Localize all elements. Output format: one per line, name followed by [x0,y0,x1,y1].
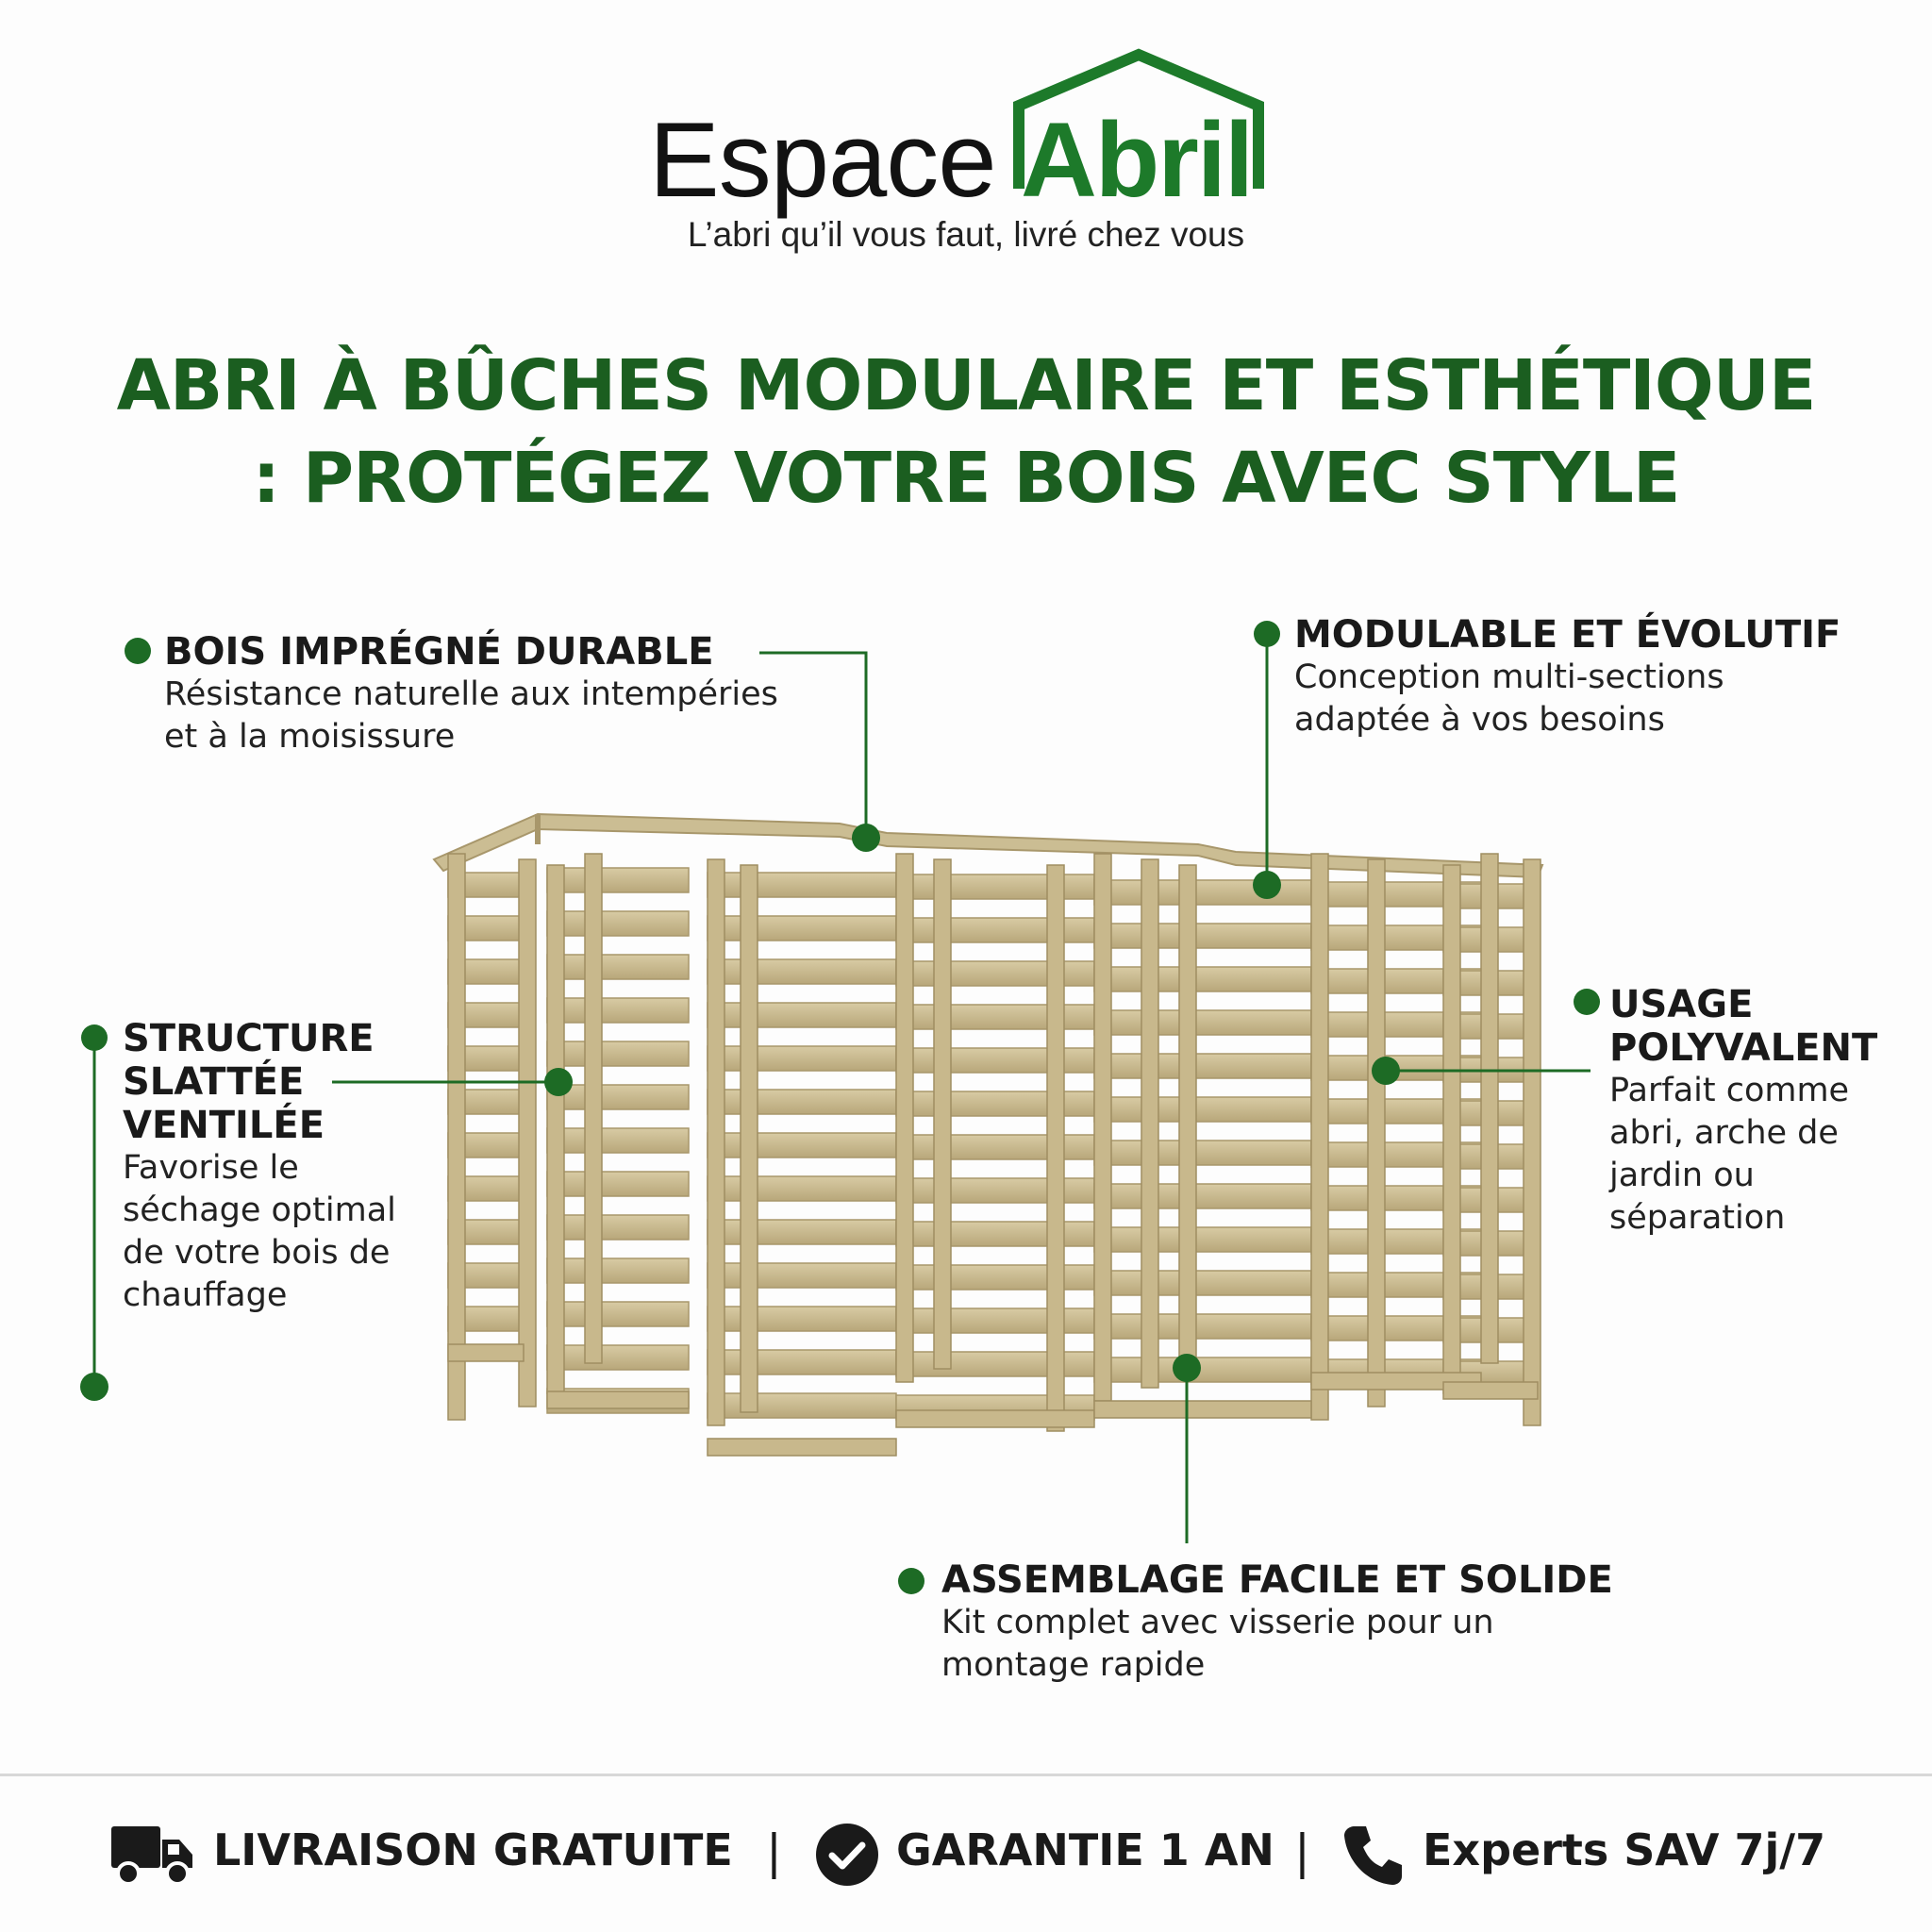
bullet-dot [898,1568,924,1594]
feature-assemblage-title: ASSEMBLAGE FACILE ET SOLIDE [941,1558,1613,1602]
callout-dot [1173,1354,1201,1382]
footer-separator: | [1294,1824,1310,1879]
feature-assemblage [941,1558,1658,1687]
feature-structure-desc3: de votre bois de [123,1234,391,1272]
feature-structure-desc2: séchage optimal [123,1191,396,1229]
feature-usage-desc1: Parfait comme [1609,1072,1850,1109]
feature-assemblage-desc2: montage rapide [941,1646,1206,1684]
feature-modulable-title: MODULABLE ET ÉVOLUTIF [1294,613,1841,657]
bullet-dot [81,1024,108,1051]
feature-bois-title: BOIS IMPRÉGNÉ DURABLE [164,630,714,674]
feature-structure-title1: STRUCTURE [123,1017,375,1060]
truck-icon [109,1821,196,1889]
feature-usage-desc2: abri, arche de [1609,1114,1839,1152]
page-title-line1: ABRI À BÛCHES MODULAIRE ET ESTHÉTIQUE [116,345,1816,426]
feature-usage-desc3: jardin ou [1609,1157,1755,1194]
footer-bar [0,1811,1932,1896]
feature-bois-desc2: et à la moisissure [164,718,456,756]
bullet-dot [1254,621,1280,647]
feature-usage-desc4: séparation [1609,1199,1786,1237]
feature-usage [1609,983,1921,1240]
bullet-dot [1574,989,1600,1015]
bullet-dot [125,638,151,664]
feature-structure-title3: VENTILÉE [123,1104,325,1147]
callout-dot [1253,871,1281,899]
brand-name-espace: Espace [649,101,996,219]
feature-structure-title2: SLATTÉE [123,1060,305,1104]
callout-dot [544,1068,573,1096]
brand-name-abril: Abril [1021,101,1253,219]
footer-garantie: GARANTIE 1 AN [896,1824,1274,1875]
feature-structure-desc4: chauffage [123,1276,288,1314]
page-title-line2: : PROTÉGEZ VOTRE BOIS AVEC STYLE [252,438,1680,519]
footer-divider [0,1774,1932,1776]
check-circle-icon [813,1821,881,1889]
footer-sav: Experts SAV 7j/7 [1423,1824,1826,1875]
feature-bois [164,630,881,758]
feature-structure [123,1017,462,1317]
footer-livraison: LIVRAISON GRATUITE [213,1824,733,1875]
footer-separator: | [766,1824,782,1879]
phone-icon [1341,1823,1406,1887]
callout-dot [80,1373,108,1401]
callout-dot [1372,1057,1400,1085]
feature-usage-title1: USAGE [1609,983,1754,1026]
feature-usage-title2: POLYVALENT [1609,1026,1878,1070]
feature-bois-desc1: Résistance naturelle aux intempéries [164,675,778,713]
feature-structure-desc1: Favorise le [123,1149,299,1187]
feature-assemblage-desc1: Kit complet avec visserie pour un [941,1604,1494,1641]
brand-tagline: L’abri qu’il vous faut, livré chez vous [687,215,1245,254]
feature-modulable [1294,613,1898,741]
callout-dot [852,824,880,852]
feature-modulable-desc1: Conception multi-sections [1294,658,1724,696]
feature-modulable-desc2: adaptée à vos besoins [1294,701,1665,739]
